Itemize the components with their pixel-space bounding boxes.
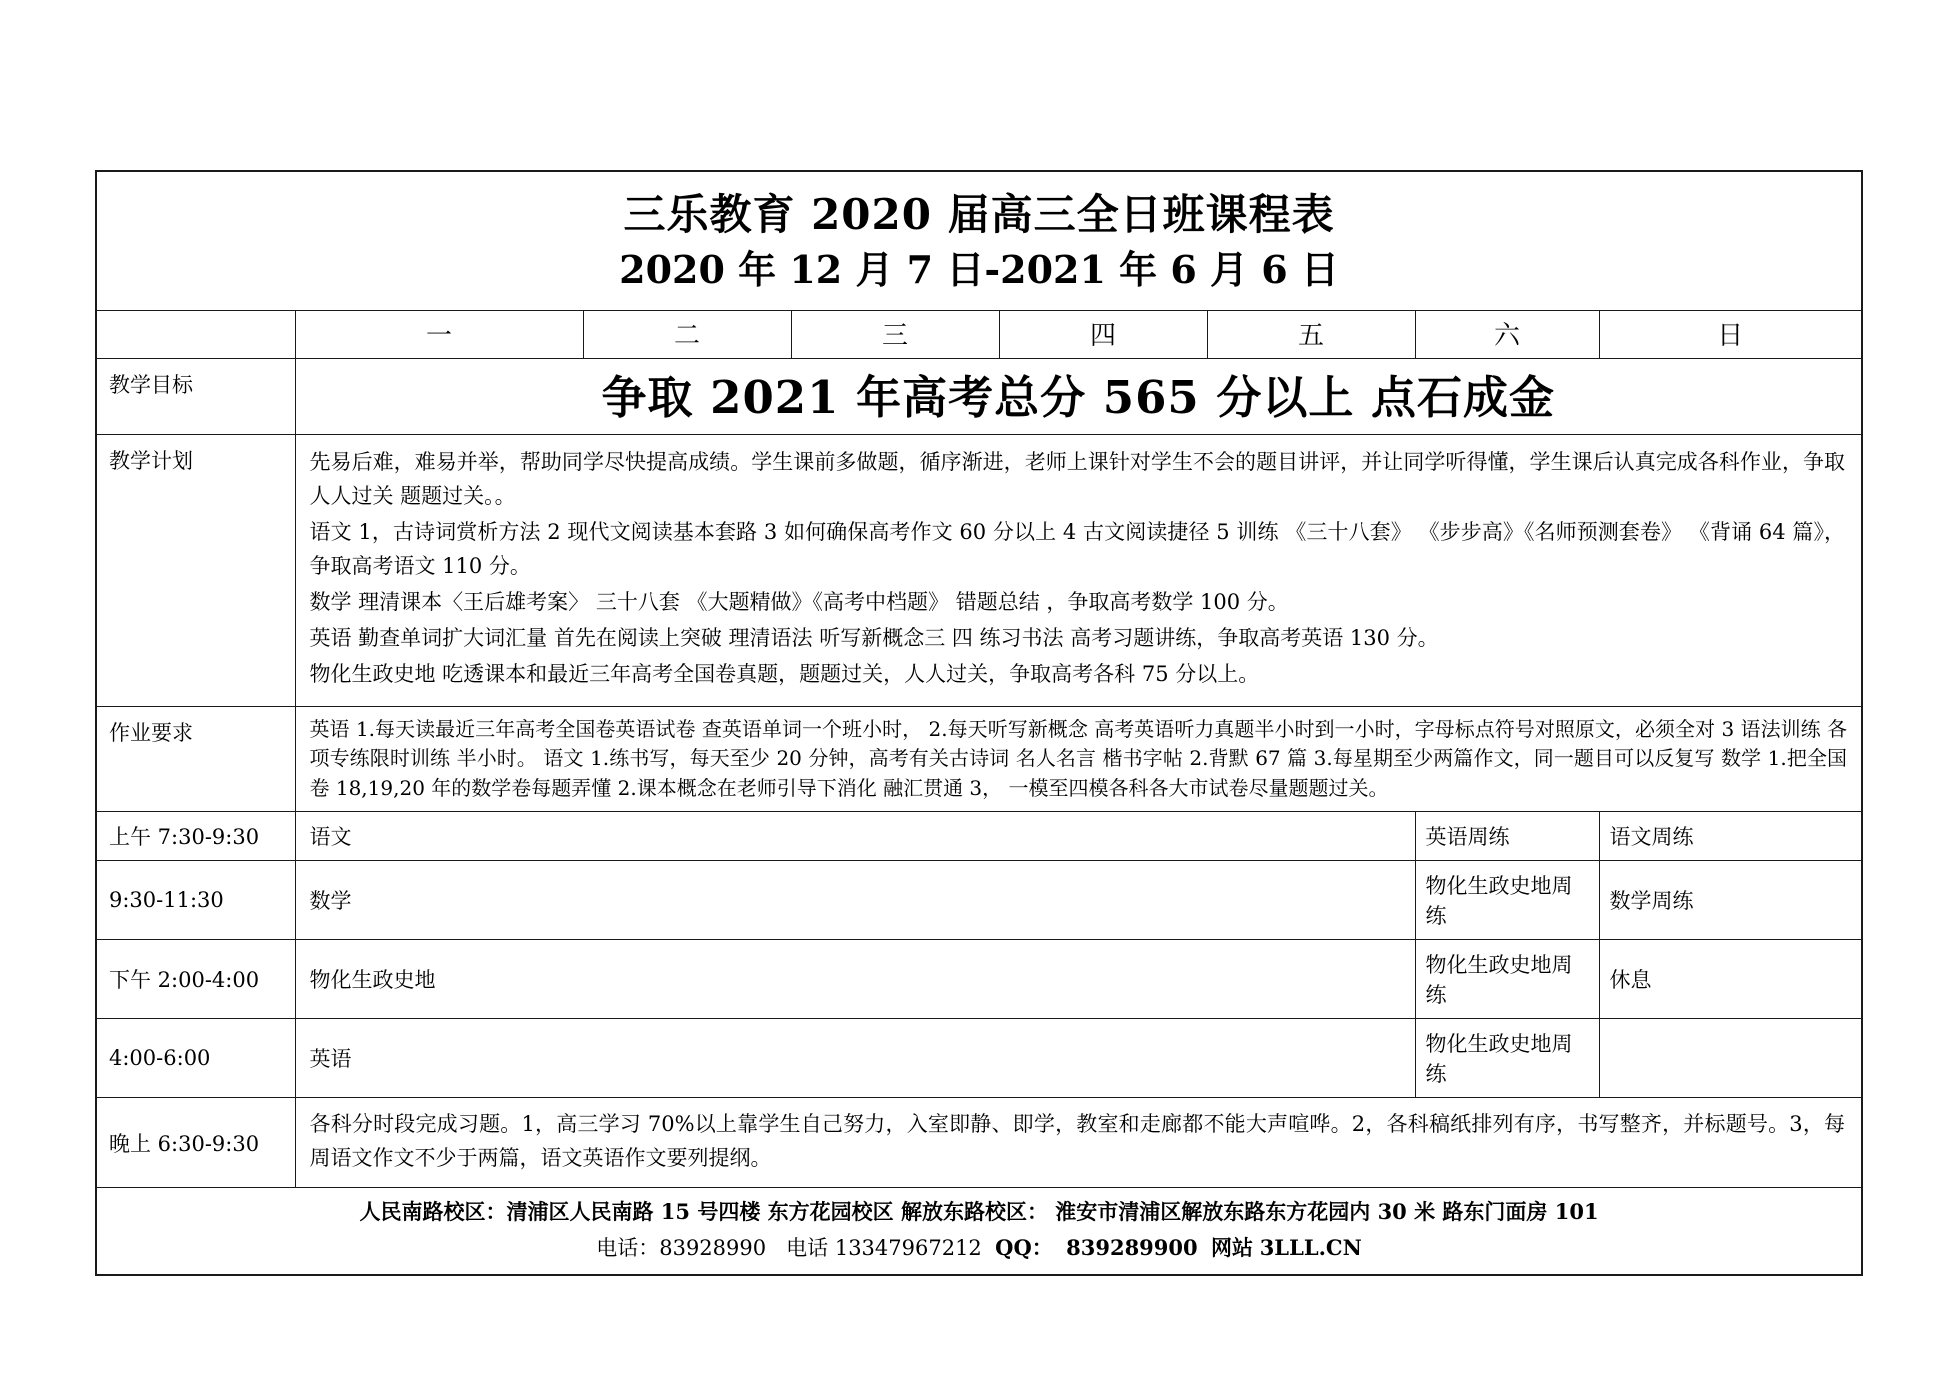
weekday-header-row <box>97 311 1861 359</box>
homework-label: 作业要求 <box>97 706 295 812</box>
homework-text: 英语 1.每天读最近三年高考全国卷英语试卷 查英语单词一个班小时， 2.每天听写新概念 高考英语听力真题半小时到一小时，字母标点符号对照原文，必须全对 3 语法训练 各项专练限时训练 半小时。 语文 1.练书写，每天至少 20 分钟，高考有关古诗词 名人名言 楷书字帖 2.背默 67 篇 3.每星期至少两篇作文，同一题目可以反复写 数学 1.把全国卷 18,19,20 年的数学卷每题弄懂 2.课本概念在老师引导下消化 融汇贯通 3， 一模至四模各科各大市试卷尽量题题过关。 <box>309 716 1848 800</box>
homework-cell <box>295 706 1861 812</box>
teaching-plan-paragraph: 数学 理清课本〈王后雄考案〉 三十八套 《大题精做》《高考中档题》 错题总结 ，争取高考数学 100 分。 <box>309 590 1289 615</box>
evening-row <box>97 1098 1861 1188</box>
slot-weekday-subject-2: 物化生政史地 <box>295 940 1415 1019</box>
table-row <box>97 861 1861 940</box>
footer-row <box>97 1188 1861 1275</box>
campus-address-line: 人民南路校区：清浦区人民南路 15 号四楼 东方花园校区 解放东路校区： 淮安市清浦区解放东路东方花园内 30 米 路东门面房 101 <box>359 1199 1599 1225</box>
phone1-value: 83928990 <box>659 1235 767 1260</box>
contact-line <box>107 1232 1851 1265</box>
table-row <box>97 1019 1861 1098</box>
website-label: 网站 <box>1211 1234 1253 1260</box>
slot-weekday-subject-1: 数学 <box>295 861 1415 940</box>
page-subtitle: 2020 年 12 月 7 日-2021 年 6 月 6 日 <box>619 246 1339 292</box>
teaching-plan-paragraph: 英语 勤查单词扩大词汇量 首先在阅读上突破 理清语法 听写新概念三 四 练习书法 高考习题讲练，争取高考英语 130 分。 <box>309 626 1439 651</box>
weekday-fri: 五 <box>1207 311 1415 359</box>
teaching-goal-label: 教学目标 <box>97 359 295 435</box>
homework-row <box>97 706 1861 812</box>
weekday-mon: 一 <box>295 311 583 359</box>
title-row <box>97 172 1861 311</box>
weekday-header-blank <box>97 311 295 359</box>
course-schedule-table <box>97 172 1861 1274</box>
weekday-sun: 日 <box>1599 311 1861 359</box>
evening-cell <box>295 1098 1861 1188</box>
slot-weekday-subject-0: 语文 <box>295 812 1415 861</box>
phone2-label: 电话 <box>786 1235 829 1260</box>
slot-time-1: 9:30-11:30 <box>97 861 295 940</box>
table-row <box>97 812 1861 861</box>
weekday-wed: 三 <box>791 311 999 359</box>
teaching-plan-row <box>97 435 1861 706</box>
slot-time-2: 下午 2:00-4:00 <box>97 940 295 1019</box>
page-title: 三乐教育 2020 届高三全日班课程表 <box>623 190 1335 239</box>
footer-cell <box>97 1188 1861 1275</box>
teaching-goal-cell <box>295 359 1861 435</box>
phone1-label: 电话： <box>596 1235 660 1260</box>
document-title-cell <box>97 172 1861 311</box>
teaching-plan-cell <box>295 435 1861 706</box>
slot-saturday-subject-2: 物化生政史地周练 <box>1415 940 1599 1019</box>
evening-text: 各科分时段完成习题。1，高三学习 70%以上靠学生自己努力，入室即静、即学，教室和走廊都不能大声喧哗。2，各科稿纸排列有序，书写整齐，并标题号。3，每周语文作文不少于两篇，语文英语作文要列提纲。 <box>309 1112 1846 1170</box>
teaching-goal-text: 争取 2021 年高考总分 565 分以上 点石成金 <box>601 371 1556 425</box>
course-schedule-sheet <box>95 170 1863 1276</box>
slot-weekday-subject-3: 英语 <box>295 1019 1415 1098</box>
weekday-sat: 六 <box>1415 311 1599 359</box>
slot-saturday-subject-3: 物化生政史地周练 <box>1415 1019 1599 1098</box>
slot-sunday-subject-3 <box>1599 1019 1861 1098</box>
website-value: 3LLL.CN <box>1259 1234 1362 1260</box>
teaching-plan-paragraph: 物化生政史地 吃透课本和最近三年高考全国卷真题，题题过关，人人过关，争取高考各科 75 分以上。 <box>309 662 1260 687</box>
teaching-goal-row <box>97 359 1861 435</box>
table-row <box>97 940 1861 1019</box>
qq-value: 839289900 <box>1066 1234 1198 1260</box>
slot-time-3: 4:00-6:00 <box>97 1019 295 1098</box>
slot-sunday-subject-2: 休息 <box>1599 940 1861 1019</box>
teaching-plan-paragraph: 先易后难，难易并举，帮助同学尽快提高成绩。学生课前多做题，循序渐进，老师上课针对学生不会的题目讲评，并让同学听得懂，学生课后认真完成各科作业，争取人人过关 题题过关。。 <box>309 450 1846 509</box>
teaching-plan-paragraph: 语文 1，古诗词赏析方法 2 现代文阅读基本套路 3 如何确保高考作文 60 分以上 4 古文阅读捷径 5 训练 《三十八套》 《步步高》《名师预测套卷》 《背诵 64 篇》，争取高考语文 110 分。 <box>309 520 1846 579</box>
teaching-plan-label: 教学计划 <box>97 435 295 706</box>
evening-time-label: 晚上 6:30-9:30 <box>97 1098 295 1188</box>
phone2-value: 13347967212 <box>834 1235 982 1260</box>
slot-sunday-subject-1: 数学周练 <box>1599 861 1861 940</box>
slot-sunday-subject-0: 语文周练 <box>1599 812 1861 861</box>
qq-label: QQ： <box>995 1234 1053 1260</box>
slot-saturday-subject-0: 英语周练 <box>1415 812 1599 861</box>
slot-time-0: 上午 7:30-9:30 <box>97 812 295 861</box>
slot-saturday-subject-1: 物化生政史地周练 <box>1415 861 1599 940</box>
weekday-thu: 四 <box>999 311 1207 359</box>
weekday-tue: 二 <box>583 311 791 359</box>
